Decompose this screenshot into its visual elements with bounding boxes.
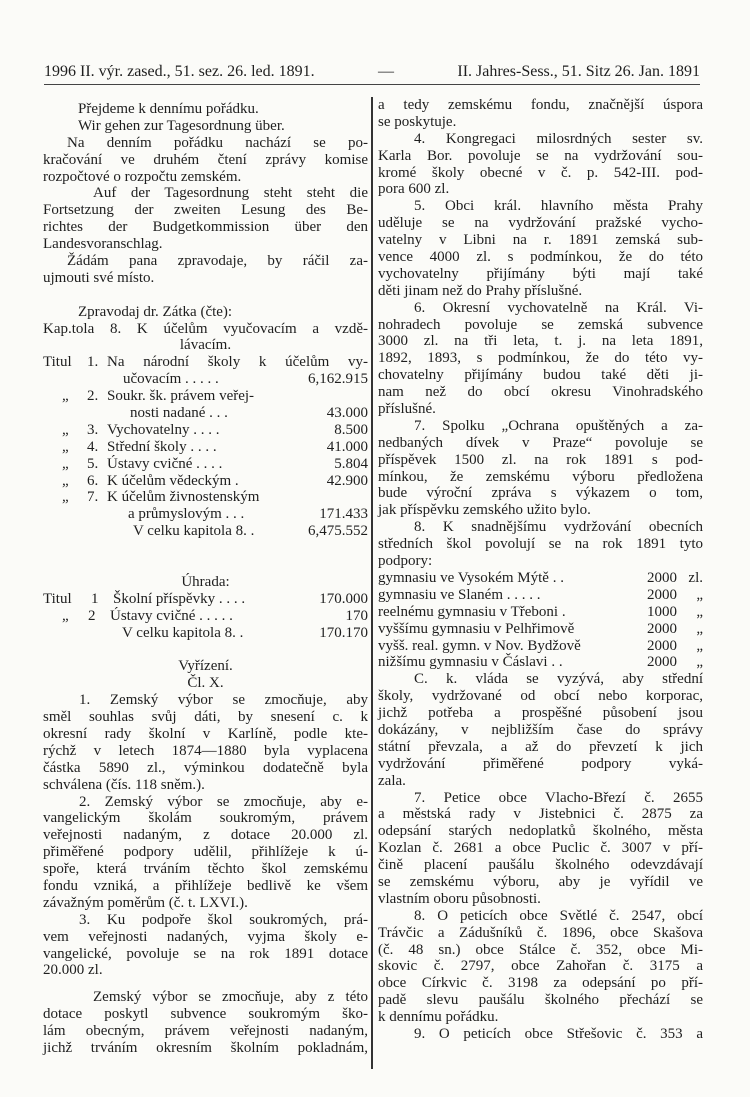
budget-row — [43, 473, 368, 490]
text-line: 4. Kongregaci milosrdných sester sv. — [414, 130, 703, 147]
row-label: a průmyslovým . . . — [128, 506, 245, 523]
text-line: a tedy zemskému fondu, značnější úspora — [378, 97, 703, 113]
left-column — [43, 101, 368, 1057]
text-line: 1. Zemský výbor se zmocňuje, aby — [79, 692, 368, 709]
grant-label: nižšímu gymnasiu v Čáslavi . . — [378, 654, 563, 671]
budget-row — [43, 439, 368, 456]
row-label: nosti nadané . . . — [130, 405, 228, 422]
right-column — [378, 97, 703, 1043]
text-line: 20.000 zl. — [43, 962, 103, 979]
paragraph — [43, 101, 368, 118]
row-prefix: „ — [62, 421, 69, 438]
text-line: vangelické, povoluje se na rok 1891 dotace — [43, 945, 368, 962]
text-line: 7. Petice obce Vlacho-Březí č. 2655 — [414, 789, 703, 806]
text-line: rýchž v letech 1874—1880 byla vyplacena — [43, 742, 368, 759]
row-number: 1 — [91, 590, 99, 607]
grant-unit: zl. — [688, 569, 703, 586]
text-line: vychovatelny přijímány býti mají také — [378, 265, 703, 282]
text-line: fondu vzniká, a přihlížeje bedlivě ke všem — [43, 877, 368, 894]
text-line: 8. O peticích obce Světlé č. 2547, obcí — [414, 907, 703, 924]
text-line: závažným poměrům (č. t. LXVI.). — [43, 894, 248, 911]
grant-amount: 2000 — [647, 637, 677, 654]
grant-unit: „ — [696, 620, 703, 637]
row-amount: 6,475.552 — [308, 523, 368, 540]
text-line: středních škol povolují se na rok 1891 tyto — [378, 536, 703, 553]
text-line: 8. K snadnějšímu vydržování obecních — [414, 519, 703, 536]
text-line: vence 4000 zl. s podmínkou, že do této — [378, 249, 703, 266]
grant-row — [378, 570, 703, 587]
article-heading: Čl. X. — [187, 675, 224, 692]
grant-label: vyššímu gymnasiu v Pelhřimově — [378, 620, 575, 637]
text-line: Karla Bor. povoluje se na vydržování sou- — [378, 147, 703, 164]
text-line: školy, vydržované od obcí nebo korporac, — [378, 688, 703, 705]
grants-list — [378, 570, 703, 671]
row-label: Vychovatelny . . . . — [107, 421, 220, 438]
text-line: se poskytuje. — [378, 113, 457, 130]
text-line: spoře, která trváním těchto škol zemskému — [43, 861, 368, 878]
text-line: 2. Zemský výbor se zmocňuje, aby e- — [79, 793, 368, 810]
paragraph — [378, 790, 703, 908]
text-line: přiměřené podpory udělil, přihlížeje k ú- — [43, 844, 368, 861]
text-line: 3. Ku podpoře škol soukromých, prá- — [79, 911, 368, 928]
text-line: jak příspěvku zemského užito bylo. — [378, 502, 591, 519]
text-line: nedbaných dívek v Praze“ povoluje se — [378, 434, 703, 451]
text-line: vangelickým školám soukromým, právem — [43, 810, 368, 827]
paragraph — [378, 908, 703, 1026]
text-line: se zemskému výboru, aby je vyřídil ve — [378, 873, 703, 890]
chapter-heading: Kap.tola 8. K účelům vyučovacím a vzdě- — [43, 320, 368, 337]
row-number: 3. — [87, 421, 99, 438]
paragraph — [43, 989, 368, 1057]
text-line: příslušné. — [378, 401, 436, 418]
row-number: 1. — [87, 354, 99, 371]
grant-row — [378, 604, 703, 621]
text-line: obce Církvic č. 3198 za odepsání po pří- — [378, 975, 703, 992]
row-prefix: Titul — [43, 590, 72, 607]
grant-amount: 2000 — [647, 654, 677, 671]
grant-row — [378, 654, 703, 671]
speaker-line: Zpravodaj dr. Zátka (čte): — [78, 303, 233, 320]
row-number: 2 — [88, 607, 96, 624]
running-header — [44, 62, 700, 82]
paragraph-german — [43, 185, 368, 253]
grant-row — [378, 621, 703, 638]
grant-label: gymnasiu ve Vysokém Mýtě . . — [378, 569, 564, 586]
text-line: příspěvek 1500 zl. na rok 1891 s pod- — [378, 451, 703, 468]
text-line: částka 5890 zl., výminkou dodatečně byla — [43, 759, 368, 776]
budget-row — [43, 506, 368, 523]
text-line: mínkou, že zemskému výboru předložena — [378, 468, 703, 485]
row-prefix: „ — [62, 438, 69, 455]
paragraph — [43, 912, 368, 980]
row-label: V celku kapitola 8. . — [133, 523, 255, 540]
text-line: kračování ve druhém čtení zprávy komise — [43, 151, 368, 168]
text-line: Landesvoranschlag. — [43, 236, 163, 253]
paragraph — [378, 519, 703, 570]
text-line: podpory: — [378, 553, 433, 570]
coverage-row — [43, 608, 368, 625]
text-line: rozpočtové o rozpočtu zemském. — [43, 168, 242, 185]
text-line: vydržování přiměřené podpory vyká- — [378, 755, 703, 772]
text-line: a městská rady v Jistebnici č. 2875 za — [378, 806, 703, 823]
row-number: 6. — [87, 472, 99, 489]
budget-row — [43, 354, 368, 371]
coverage-heading: Úhrada: — [181, 573, 230, 590]
grant-label: vyšš. real. gymn. v Nov. Bydžově — [378, 637, 581, 654]
row-amount: 42.900 — [326, 472, 368, 489]
budget-row — [43, 405, 368, 422]
text-line: směl souhlas svůj dáti, by snesení c. k — [43, 709, 368, 726]
text-line: odepsání starých nedoplatků školného, města — [378, 823, 703, 840]
text-line: Trávčic a Zádušníků č. 1896, obce Skašova — [378, 924, 703, 941]
text-line: Fortsetzung der zweiten Lesung des Be- — [43, 202, 368, 219]
text-line: C. k. vláda se vyzývá, aby střední — [414, 671, 703, 688]
row-prefix: „ — [62, 388, 69, 405]
text-line: pora 600 zl. — [378, 181, 450, 198]
column-divider — [371, 97, 373, 1069]
text-line: okresní rady školní v Karlíně, podle kte- — [43, 725, 368, 742]
row-label: Soukr. šk. právem veřej- — [107, 388, 255, 405]
header-czech: 1996 II. výr. zased., 51. sez. 26. led. 1891. — [44, 63, 315, 80]
grant-row — [378, 638, 703, 655]
coverage-row — [43, 591, 368, 608]
coverage-table — [43, 591, 368, 642]
row-amount: 170.000 — [319, 590, 368, 607]
row-label: K účelům vědeckým . — [107, 472, 239, 489]
row-amount: 170 — [345, 607, 368, 624]
text-line: 5. Obci král. hlavního města Prahy — [414, 198, 703, 215]
row-number: 4. — [87, 438, 99, 455]
grant-unit: „ — [696, 586, 703, 603]
text-line: nohradech povoluje se zemská subvence — [378, 316, 703, 333]
text-line: Wir gehen zur Tagesordnung über. — [78, 117, 285, 134]
grant-unit: „ — [696, 637, 703, 654]
text-line: lám obecným, právem veřejnosti nadaným, — [43, 1023, 368, 1040]
grant-label: gymnasiu ve Slaném . . . . . — [378, 586, 541, 603]
paragraph — [378, 97, 703, 131]
row-amount: 43.000 — [326, 405, 368, 422]
row-number: 2. — [87, 388, 99, 405]
text-line: veřejnosti nadaným, z dotace 20.000 zl. — [43, 827, 368, 844]
paragraph — [43, 135, 368, 186]
header-dash: — — [377, 63, 394, 80]
row-number: 5. — [87, 455, 99, 472]
text-line: dokázány, v nejbližším čase do správy — [378, 721, 703, 738]
text-line: richtes der Budgetkommission über den — [43, 219, 368, 236]
text-line: jichž potřeba a prospěšné působení jsou — [378, 705, 703, 722]
text-line: Žádám pana zpravodaje, by ráčil za- — [67, 253, 368, 270]
paragraph — [378, 418, 703, 519]
text-line: kromé školy obecné v č. p. 542-III. pod- — [378, 164, 703, 181]
budget-row — [43, 489, 368, 506]
text-line: dotace poskytl subvence soukromým ško- — [43, 1006, 368, 1023]
budget-total-row — [43, 523, 368, 540]
paragraph — [43, 253, 368, 287]
resolution-heading: Vyřízení. — [178, 658, 233, 675]
chapter-heading-cont: lávacím. — [179, 337, 232, 354]
text-line: skovic č. 2797, obce Zahořan č. 3175 a — [378, 958, 703, 975]
budget-row — [43, 422, 368, 439]
budget-table — [43, 354, 368, 540]
text-line: zala. — [378, 772, 406, 789]
text-line: jichž trváním okresním školním pokladnám, — [43, 1040, 368, 1056]
text-line: nam než do obcí okresu Vinohradského — [378, 384, 703, 401]
paragraph — [378, 1026, 703, 1043]
grant-row — [378, 587, 703, 604]
text-line: chovatelny přijímány budou také děti ji- — [378, 367, 703, 384]
text-line: 1892, 1893, s podmínkou, že do této vy- — [378, 350, 703, 367]
text-line: schválena (čís. 118 sněm.). — [43, 776, 205, 793]
text-line: Kozlan č. 2681 a obce Puclic č. 3007 v pří- — [378, 840, 703, 857]
paragraph — [378, 131, 703, 199]
row-label: Střední školy . . . . — [107, 438, 217, 455]
text-line: státní převzala, a až do převzetí k jich — [378, 738, 703, 755]
row-prefix: „ — [62, 472, 69, 489]
row-amount: 5.804 — [334, 455, 368, 472]
text-line: ujmouti své místo. — [43, 269, 155, 286]
row-label: K účelům živnostenským — [107, 489, 260, 506]
grant-unit: „ — [696, 603, 703, 620]
text-line: padě slevu paušálu školného přechází se — [378, 992, 703, 1009]
grant-amount: 2000 — [647, 620, 677, 637]
grant-amount: 2000 — [647, 586, 677, 603]
row-prefix: „ — [62, 455, 69, 472]
row-prefix: Titul — [43, 354, 72, 371]
row-amount: 170.170 — [319, 624, 368, 641]
paragraph — [378, 671, 703, 789]
row-prefix: „ — [62, 607, 69, 624]
text-line: 7. Spolku „Ochrana opuštěných a za- — [414, 417, 703, 434]
header-german: II. Jahres-Sess., 51. Sitz 26. Jan. 1891 — [457, 63, 700, 80]
row-amount: 8.500 — [334, 421, 368, 438]
row-label: Na národní školy k účelům vy- — [107, 354, 368, 371]
text-line: vlastním oboru působnosti. — [378, 890, 541, 907]
text-line: 6. Okresní vychovatelně na Král. Vi- — [414, 299, 703, 316]
text-line: bude výroční zpráva s výkazem o tom, — [378, 485, 703, 502]
row-number: 7. — [87, 489, 99, 506]
paragraph-german — [43, 118, 368, 135]
text-line: Přejdeme k dennímu pořádku. — [78, 101, 259, 117]
text-line: děti jinam než do Prahy příslušné. — [378, 282, 583, 299]
coverage-total-row — [43, 625, 368, 642]
row-label: Školní příspěvky . . . . — [113, 590, 246, 607]
row-amount: 171.433 — [319, 506, 368, 523]
text-line: k dennímu pořádku. — [378, 1009, 499, 1026]
row-amount: 6,162.915 — [308, 371, 368, 388]
text-line: Auf der Tagesordnung steht steht die — [93, 185, 368, 202]
text-line: Na denním pořádku nachází se po- — [67, 134, 368, 151]
budget-row — [43, 388, 368, 405]
header-rule — [44, 84, 700, 85]
row-amount: 41.000 — [326, 438, 368, 455]
text-line: vatelny v Libni na r. 1891 zemská sub- — [378, 232, 703, 249]
grant-amount: 2000 — [647, 569, 677, 586]
grant-unit: „ — [696, 654, 703, 671]
budget-row — [43, 456, 368, 473]
paragraph — [378, 300, 703, 418]
paragraph — [43, 692, 368, 793]
row-label: učovacím . . . . . — [123, 371, 219, 388]
row-label: Ústavy cvičné . . . . — [107, 455, 223, 472]
row-label: V celku kapitola 8. . — [122, 624, 244, 641]
text-line: 3000 zl. na tři leta, t. j. na leta 1891, — [378, 333, 703, 350]
text-line: (č. 48 sn.) obce Stálce č. 352, obce Mi- — [378, 941, 703, 958]
text-line: 9. O peticích obce Střešovic č. 353 a — [414, 1025, 703, 1042]
grant-label: reelnému gymnasiu v Třeboni . — [378, 603, 566, 620]
text-line: vem veřejnosti nadaných, vyjma školy e- — [43, 928, 368, 945]
text-line: uděluje se na vydržování pražské vycho- — [378, 215, 703, 232]
row-label: Ústavy cvičné . . . . . — [110, 607, 233, 624]
budget-row — [43, 371, 368, 388]
grant-amount: 1000 — [647, 603, 677, 620]
paragraph — [43, 794, 368, 912]
row-prefix: „ — [62, 489, 69, 506]
text-line: Zemský výbor se zmocňuje, aby z této — [93, 989, 368, 1006]
paragraph — [378, 198, 703, 299]
text-line: čině placení paušálu školného odevzdávají — [378, 857, 703, 874]
